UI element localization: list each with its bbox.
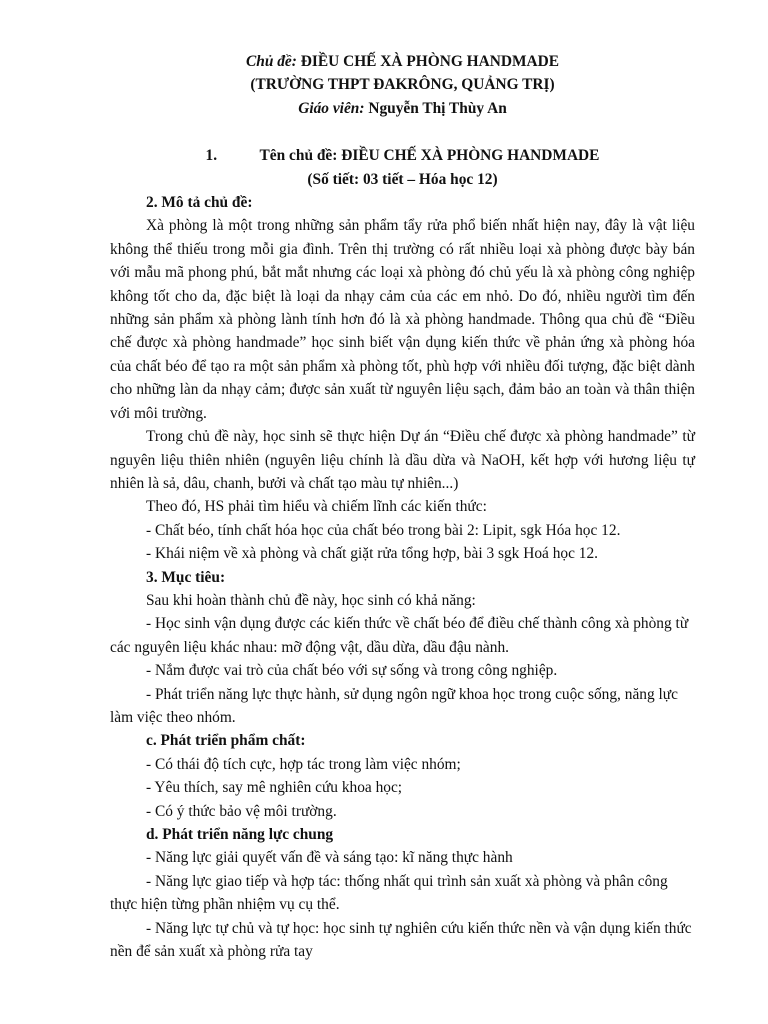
- sectionc-item3: - Có ý thức bảo vệ môi trường.: [146, 802, 337, 820]
- section3-intro: Sau khi hoàn thành chủ đề này, học sinh có khả năng:: [146, 591, 476, 609]
- section1-subtitle: (Số tiết: 03 tiết – Hóa học 12): [307, 170, 498, 188]
- school-line: (TRƯỜNG THPT ĐAKRÔNG, QUẢNG TRỊ): [250, 76, 555, 94]
- teacher-label: Giáo viên:: [298, 99, 365, 117]
- spacer: [110, 120, 695, 144]
- section1-title: Tên chủ đề: ĐIỀU CHẾ XÀ PHÒNG HANDMADE: [259, 147, 600, 165]
- sectionc-item2: - Yêu thích, say mê nghiên cứu khoa học;: [146, 779, 403, 797]
- topic-title: ĐIỀU CHẾ XÀ PHÒNG HANDMADE: [300, 53, 559, 70]
- sectiond-item3: - Năng lực tự chủ và tự học: học sinh tự nghiên cứu kiến thức nền và vận dụng kiến thức nền để sản xuất xà phòng rửa tay: [110, 919, 692, 961]
- section3-heading: 3. Mục tiêu:: [146, 568, 226, 586]
- sectionc-item1: - Có thái độ tích cực, hợp tác trong làm việc nhóm;: [146, 755, 461, 773]
- sectiond-item2: - Năng lực giao tiếp và hợp tác: thống nhất qui trình sản xuất xà phòng và phân công thực hiện từng phần nhiệm vụ cụ thể.: [110, 872, 668, 914]
- section2-item2: - Khái niệm về xà phòng và chất giặt rửa tổng hợp, bài 3 sgk Hoá học 12.: [146, 545, 599, 563]
- sectiond-item1: - Năng lực giải quyết vấn đề và sáng tạo: kĩ năng thực hành: [146, 849, 513, 867]
- section2-item1: - Chất béo, tính chất hóa học của chất béo trong bài 2: Lipit, sgk Hóa học 12.: [146, 521, 621, 539]
- teacher-line: [110, 97, 695, 120]
- section1-number: 1.: [205, 147, 218, 165]
- sectionc-heading: c. Phát triển phẩm chất:: [146, 732, 306, 750]
- section2-para1: Xà phòng là một trong những sản phẩm tẩy rửa phổ biến nhất hiện nay, đây là vật liệu không thể thiếu trong mỗi gia đình. Trên thị trường có rất nhiều loại xà phòng được bày bán với mẫu mã phong phú, bắt mắt nhưng các loại xà phòng đó chủ yếu là xà phòng công nghiệp không tốt cho da, đặc biệt là loại da nhạy cảm của các em nhỏ. Do đó, nhiều người tìm đến những sản phẩm xà phòng lành tính hơn đó là xà phòng handmade. Thông qua chủ đề “Điều chế được xà phòng handmade” học sinh biết vận dụng kiến thức về phản ứng xà phòng hóa của chất béo để tạo ra một sản phẩm xà phòng tốt, phù hợp với nhiều đối tượng, đặc biệt dành cho những làn da nhạy cảm; được sản xuất từ nguyên liệu sạch, đảm bảo an toàn và thân thiện với môi trường.: [110, 217, 695, 422]
- topic-line: [110, 50, 695, 73]
- section2-heading: 2. Mô tả chủ đề:: [146, 194, 253, 212]
- sectiond-heading: d. Phát triển năng lực chung: [146, 826, 334, 843]
- section3-item1: - Học sinh vận dụng được các kiến thức về chất béo để điều chế thành công xà phòng từ các nguyên liệu khác nhau: mỡ động vật, dầu dừa, dầu đậu nành.: [110, 615, 689, 656]
- section2-para2: Trong chủ đề này, học sinh sẽ thực hiện Dự án “Điều chế được xà phòng handmade” từ nguyên liệu thiên nhiên (nguyên liệu chính là dầu dừa và NaOH, kết hợp với hương liệu tự nhiên là sả, dâu, chanh, bưởi và chất tạo màu tự nhiên...): [110, 428, 695, 492]
- section2-para3: Theo đó, HS phải tìm hiểu và chiếm lĩnh các kiến thức:: [146, 498, 487, 516]
- section3-item2: - Nắm được vai trò của chất béo với sự sống và trong công nghiệp.: [146, 662, 558, 680]
- section1-heading: [110, 144, 695, 167]
- teacher-name: Nguyễn Thị Thùy An: [368, 99, 507, 117]
- section3-item3: - Phát triển năng lực thực hành, sử dụng ngôn ngữ khoa học trong cuộc sống, năng lực làm việc theo nhóm.: [110, 685, 678, 726]
- topic-label: Chủ đề:: [246, 53, 297, 70]
